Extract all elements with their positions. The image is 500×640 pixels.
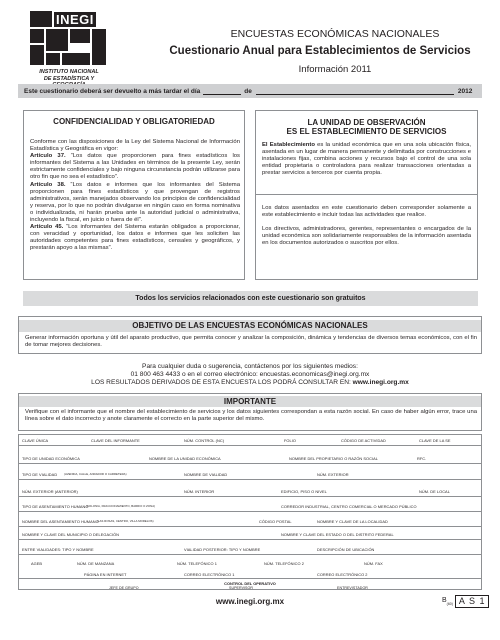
field-pagina-internet[interactable]: PÁGINA EN INTERNET	[84, 572, 127, 577]
field-vialidad-posterior[interactable]: VIALIDAD POSTERIOR: TIPO Y NOMBRE	[184, 547, 261, 552]
form-divider	[19, 578, 481, 579]
form-code-2: S	[468, 595, 476, 606]
field-correo-1[interactable]: CORREO ELECTRÓNICO 1	[184, 572, 235, 577]
important-title: IMPORTANTE	[19, 396, 481, 407]
important-box	[18, 393, 482, 431]
field-rfc[interactable]: RFC.	[417, 456, 427, 461]
objective-text: Generar información oportuna y útil del aparato productivo, que permita conocer y analizar la composición, dinámica y tendencias de diversos temas económicos, con el fin de tomar mejores decisiones.	[25, 335, 477, 349]
field-estado[interactable]: NOMBRE Y CLAVE DEL ESTADO O DEL DISTRITO FEDERAL	[281, 532, 394, 537]
logo-wordmark: INEGI	[56, 12, 94, 27]
form-divider	[19, 479, 481, 480]
field-fax[interactable]: NÚM. FAX	[364, 561, 383, 566]
article-45-label: Artículo 45.	[30, 224, 64, 231]
establishment-text: es la unidad económica que en una sola ubicación física, asentada en un lugar de manera permanente y delimitada por construcciones e instalaciones fijas, combina acciones y recursos bajo el control de una sola entidad propietaria o controladora para realizar transacciones orientadas a prestar servicios a terceros por cuenta propia.	[262, 142, 471, 177]
form-divider	[19, 445, 481, 446]
article-45-text: “Los informantes del Sistema estarán obligados a proporcionar, con veracidad y oportunidad, los datos e informes que les soliciten las autoridades competentes para fines estadísticos, censales y geográficos, y prestarán apoyo a las mismas”.	[30, 224, 240, 252]
return-de-text: de	[244, 87, 252, 95]
observation-unit-title	[256, 118, 477, 136]
article-38-text: “Los datos e informes que los informantes del Sistema proporcionen para fines estadísticos y que provengan de registros administrativos, serán manejados observando los principios de confidencialidad y reserva, por lo que no podrán divulgarse en ningún caso en forma nominativa o individualizada, ni harán prueba ante la autoridad judicial o administrativa, incluyendo la fiscal, en juicio o fuera de él”.	[30, 181, 240, 224]
results-text: LOS RESULTADOS DERIVADOS DE ESTA ENCUESTA LOS PODRÁ CONSULTAR EN:	[91, 379, 353, 386]
field-tipo-vialidad[interactable]: TIPO DE VIALIDAD	[22, 472, 58, 477]
return-deadline-bar	[18, 84, 482, 98]
form-divider	[19, 496, 481, 497]
data-scope-note: Los datos asentados en este cuestionario deben corresponder solamente a este establecimiento e incluir todas las actividades que realice.	[262, 205, 471, 219]
field-supervisor[interactable]: SUPERVISOR	[229, 586, 253, 590]
observation-unit-definition	[256, 111, 477, 195]
questionnaire-title: Cuestionario Anual para Establecimientos de Servicios	[169, 45, 471, 57]
form-divider	[19, 463, 481, 464]
free-services-banner: Todos los servicios relacionados con este cuestionario son gratuitos	[23, 291, 478, 306]
contact-line-1: Para cualquier duda o sugerencia, contáctenos por los siguientes medios:	[142, 363, 358, 370]
field-tipo-asentamiento[interactable]: TIPO DE ASENTAMIENTO HUMANO	[22, 504, 89, 509]
field-descripcion-ubicacion[interactable]: DESCRIPCIÓN DE UBICACIÓN	[317, 547, 375, 552]
establishment-term: El Establecimiento	[262, 142, 315, 148]
article-37-text: “Los datos que proporcionen para fines estadísticos los informantes del Sistema a las Unidades en términos de la presente Ley, serán estrictamente confidenciales y bajo ninguna circunstancia podrán utilizarse para otro fin que no sea el estadístico”.	[30, 153, 240, 181]
field-municipio[interactable]: NOMBRE Y CLAVE DEL MUNICIPIO O DELEGACIÓN	[22, 532, 120, 537]
field-codigo-postal[interactable]: CÓDIGO POSTAL	[259, 519, 292, 524]
observation-unit-box	[255, 110, 478, 280]
field-jefe-grupo[interactable]: JEFE DE GRUPO	[109, 586, 139, 590]
field-razon-social[interactable]: NOMBRE DEL PROPIETARIO O RAZÓN SOCIAL	[289, 456, 378, 461]
form-code-3: 1	[479, 595, 486, 606]
identification-form	[18, 434, 482, 590]
confidentiality-title: CONFIDENCIALIDAD Y OBLIGATORIEDAD	[53, 117, 215, 126]
responsibility-note: Los directivos, administradores, gerentes, representantes o encargados de la unidad económica son solidariamente responsables de la información asentada en los documentos autorizados o suscritos por ellos.	[262, 226, 471, 247]
form-divider	[19, 554, 481, 555]
form-divider	[19, 511, 481, 512]
observation-unit-title-2: ES EL ESTABLECIMIENTO DE SERVICIOS	[286, 127, 447, 136]
form-code-box	[455, 595, 490, 608]
field-codigo-actividad[interactable]: CÓDIGO DE ACTIVIDAD	[341, 438, 386, 443]
footer-website-link[interactable]: www.inegi.org.mx	[215, 597, 285, 606]
field-correo-2[interactable]: CORREO ELECTRÓNICO 2	[317, 572, 368, 577]
field-telefono-2[interactable]: NÚM. TELEFÓNICO 2	[264, 561, 304, 566]
observation-unit-title-1: LA UNIDAD DE OBSERVACIÓN	[307, 118, 426, 127]
day-blank[interactable]	[203, 88, 241, 95]
tipo-asentamiento-hint: (COLONIA, FRACCIONAMIENTO, BARRIO O ZONA)	[86, 504, 156, 508]
information-year: Información 2011	[298, 64, 372, 75]
field-num-interior[interactable]: NÚM. INTERIOR	[184, 489, 215, 494]
contact-info	[18, 360, 482, 390]
form-code	[442, 594, 489, 608]
return-year: 2012	[457, 87, 473, 95]
logo-subtitle-2: DE ESTADÍSTICA Y	[43, 76, 95, 82]
field-localidad[interactable]: NOMBRE Y CLAVE DE LA LOCALIDAD	[317, 519, 388, 524]
month-blank[interactable]	[256, 88, 454, 95]
field-tipo-unidad[interactable]: TIPO DE UNIDAD ECONÓMICA	[22, 456, 80, 461]
operative-control-title: CONTROL DEL OPERATIVO	[224, 581, 276, 586]
objective-title: OBJETIVO DE LAS ENCUESTAS ECONÓMICAS NACIONALES	[19, 320, 481, 332]
important-text: Verifique con el informante que el nombre del establecimiento de servicios y los datos siguientes correspondan a esta razón social. En caso de haber algún error, trace una línea sobre el dato incorrecto y anote claramente el correcto en la parte superior del mismo.	[25, 409, 477, 423]
confidentiality-text	[30, 139, 240, 253]
tipo-vialidad-hint: (AVENIDA, CALLE, ANDADOR O CARRETERA)	[64, 472, 127, 476]
field-folio[interactable]: FOLIO	[284, 438, 296, 443]
contact-line-2: 01 800 463 4433 o en el correo electrónico: encuestas.economicas@inegi.org.mx	[130, 371, 370, 378]
form-divider	[19, 526, 481, 527]
field-num-local[interactable]: NÚM. DE LOCAL	[419, 489, 450, 494]
field-corredor-industrial[interactable]: CORREDOR INDUSTRIAL, CENTRO COMERCIAL O MERCADO PÚBLICO	[281, 504, 417, 509]
article-38-label: Artículo 38.	[30, 181, 66, 188]
article-37-label: Artículo 37.	[30, 153, 66, 160]
field-nombre-vialidad[interactable]: NOMBRE DE VIALIDAD	[184, 472, 228, 477]
form-divider	[19, 539, 481, 540]
form-code-b: B	[442, 596, 447, 604]
field-clave-unica[interactable]: CLAVE ÚNICA	[22, 438, 49, 443]
contact-line-3	[18, 379, 482, 387]
field-num-control[interactable]: NÚM. CONTROL (NC)	[184, 438, 225, 443]
inegi-logo	[28, 9, 110, 87]
establishment-definition	[262, 142, 471, 177]
field-entrevistador[interactable]: ENTREVISTADOR	[337, 586, 368, 590]
field-edificio-piso[interactable]: EDIFICIO, PISO O NIVEL	[281, 489, 327, 494]
field-nombre-asentamiento[interactable]: NOMBRE DEL ASENTAMIENTO HUMANO	[22, 519, 99, 524]
field-num-exterior-anterior[interactable]: NÚM. EXTERIOR (ANTERIOR)	[22, 489, 78, 494]
logo-subtitle-1: INSTITUTO NACIONAL	[39, 69, 99, 75]
nombre-asentamiento-hint: (LAS ROSAS, CENTRO, VILLA MORELOS)	[97, 519, 154, 523]
observation-unit-notes	[256, 198, 477, 280]
return-deadline-text: Este cuestionario deberá ser devuelto a más tardar el día	[24, 87, 201, 95]
field-entre-vialidades[interactable]: ENTRE VIALIDADES: TIPO Y NOMBRE	[22, 547, 94, 552]
form-code-prefix	[442, 597, 453, 606]
form-code-1: A	[458, 595, 466, 606]
field-num-exterior[interactable]: NÚM. EXTERIOR	[317, 472, 349, 477]
confidentiality-box	[23, 110, 245, 280]
field-clave-informante[interactable]: CLAVE DEL INFORMANTE	[91, 438, 140, 443]
form-code-b-sub: (60)	[446, 601, 453, 606]
field-nombre-unidad[interactable]: NOMBRE DE LA UNIDAD ECONÓMICA	[149, 456, 221, 461]
field-num-manzana[interactable]: NÚM. DE MANZANA	[77, 561, 115, 566]
results-link[interactable]: www.inegi.org.mx	[352, 379, 409, 386]
objective-box	[18, 316, 482, 354]
field-clave-se[interactable]: CLAVE DE LA SE	[419, 438, 451, 443]
field-telefono-1[interactable]: NÚM. TELEFÓNICO 1	[177, 561, 217, 566]
confidentiality-intro: Conforme con las disposiciones de la Ley del Sistema Nacional de Información Estadística y Geográfica en vigor:	[30, 139, 240, 153]
survey-series-title: ENCUESTAS ECONÓMICAS NACIONALES	[230, 28, 440, 40]
field-ageb[interactable]: AGEB	[31, 561, 43, 566]
